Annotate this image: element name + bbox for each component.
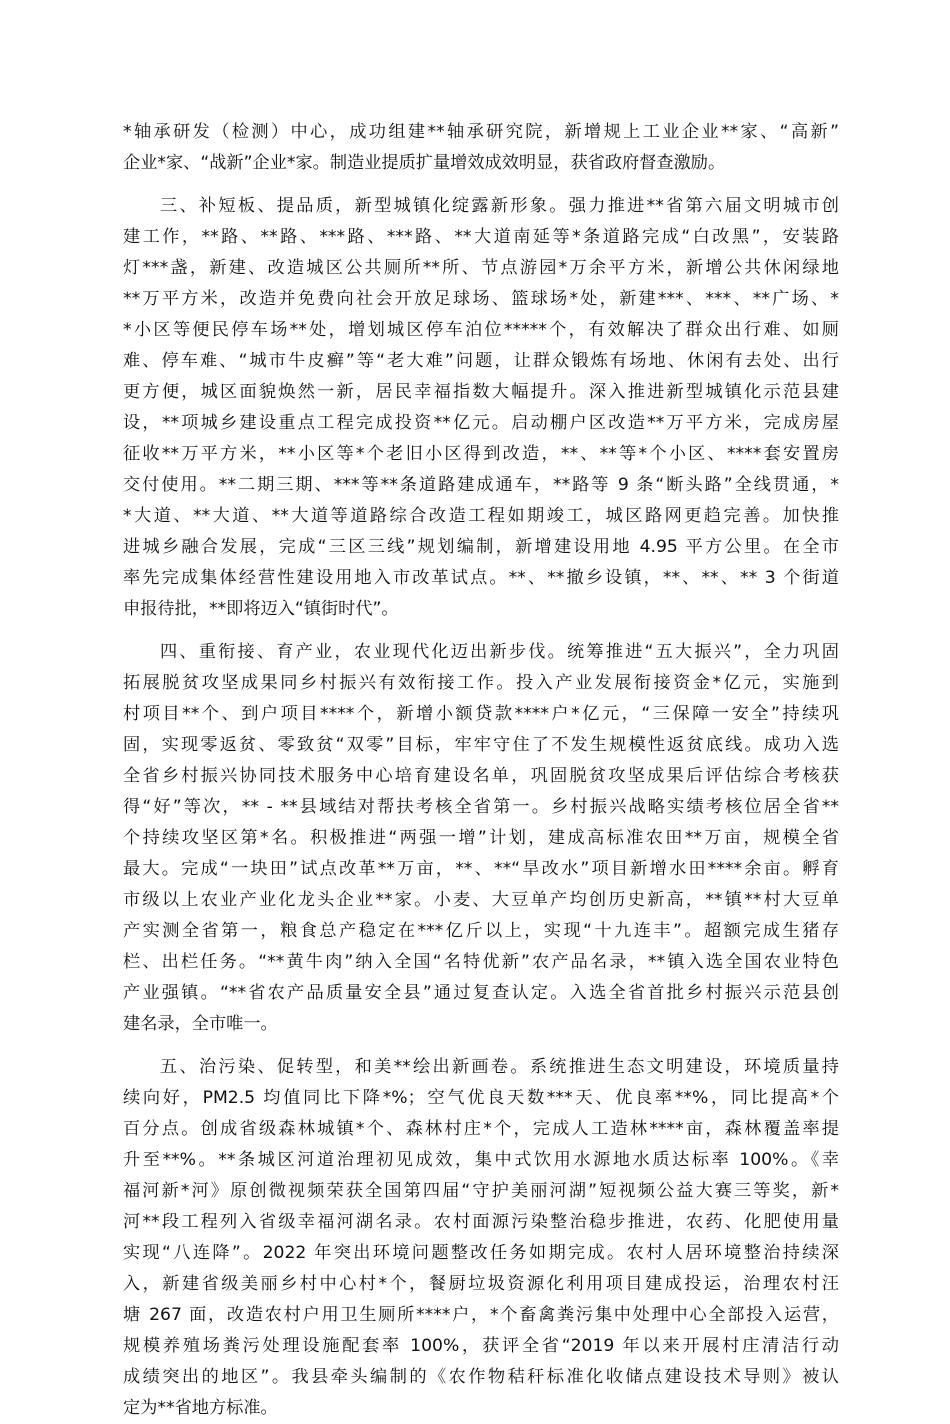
- paragraph-line: 难、停车难、“城市牛皮癣”等“老大难”问题，让群众锻炼有场地、休闲有去处、出行: [123, 351, 839, 371]
- paragraph-line: 产实测全省第一，粮食总产稳定在***亿斤以上，实现“十九连丰”。超额完成生猪存: [123, 921, 839, 941]
- paragraph-line: 塘 267 面，改造农村户用卫生厕所****户，*个畜禽粪污集中处理中心全部投入运营，: [123, 1305, 839, 1325]
- paragraph-line: 规模养殖场粪污处理设施配套率 100%，获评全省“2019 年以来开展村庄清洁行动: [123, 1336, 839, 1356]
- paragraph-line: 得“好”等次，** - **县域结对帮扶考核全省第一。乡村振兴战略实绩考核位居全省**: [123, 797, 839, 817]
- paragraph-line: 拓展脱贫攻坚成果同乡村振兴有效衔接工作。投入产业发展衔接资金*亿元，实施到: [123, 673, 839, 693]
- paragraph-line: 申报待批，**即将迈入“镇街时代”。: [123, 599, 399, 619]
- paragraph-line: 进城乡融合发展，完成“三区三线”规划编制，新增建设用地 4.95 平方公里。在全市: [123, 537, 839, 557]
- paragraph-line: 建名录，全市唯一。: [123, 1014, 278, 1034]
- paragraph-line: 实现“八连降”。2022 年突出环境问题整改任务如期完成。农村人居环境整治持续深: [123, 1243, 839, 1263]
- paragraph: [123, 117, 839, 179]
- paragraph-line: 河**段工程列入省级幸福河湖名录。农村面源污染整治稳步推进，农药、化肥使用量: [123, 1212, 839, 1232]
- paragraph-line: 更方便，城区面貌焕然一新，居民幸福指数大幅提升。深入推进新型城镇化示范县建: [123, 382, 839, 402]
- paragraph-line: 建工作，**路、**路、***路、***路、**大道南延等*条道路完成“白改黑”，安装路: [123, 227, 839, 247]
- paragraph: [123, 191, 839, 625]
- paragraph-line: 升至**%。**条城区河道治理初见成效，集中式饮用水源地水质达标率 100%。《幸: [123, 1150, 839, 1170]
- paragraph-line: 入，新建省级美丽乡村中心村*个，餐厨垃圾资源化利用项目建成投运，治理农村汪: [123, 1274, 839, 1294]
- paragraph-line: 村项目**个、到户项目****个，新增小额贷款****户*亿元，“三保障一安全”持续巩: [123, 704, 839, 724]
- paragraph-gap: [123, 625, 839, 637]
- paragraph-line: 成绩突出的地区”。我县牵头编制的《农作物秸秆标准化收储点建设技术导则》被认: [123, 1367, 839, 1387]
- paragraph-line: 最大。完成“一块田”试点改革**万亩，**、**“旱改水”项目新增水田****余亩。孵育: [123, 859, 839, 879]
- paragraph-gap: [123, 1040, 839, 1052]
- paragraph-line: 企业*家、“战新”企业*家。制造业提质扩量增效成效明显，获省政府督查激励。: [123, 153, 726, 173]
- paragraph-line: 五、治污染、促转型，和美**绘出新画卷。系统推进生态文明建设，环境质量持: [160, 1057, 839, 1077]
- paragraph-line: 产业强镇。“**省农产品质量安全县”通过复查认定。入选全省首批乡村振兴示范县创: [123, 983, 839, 1003]
- paragraph: [123, 637, 839, 1040]
- paragraph-line: *小区等便民停车场**处，增划城区停车泊位*****个，有效解决了群众出行难、如厕: [123, 320, 839, 340]
- paragraph-line: *轴承研发（检测）中心，成功组建**轴承研究院，新增规上工业企业**家、“高新”: [123, 122, 839, 142]
- paragraph-line: 百分点。创成省级森林城镇*个、森林村庄*个，完成人工造林****亩，森林覆盖率提: [123, 1119, 839, 1139]
- paragraph-line: 三、补短板、提品质，新型城镇化绽露新形象。强力推进**省第六届文明城市创: [160, 196, 839, 216]
- paragraph-line: 设，**项城乡建设重点工程完成投资**亿元。启动棚户区改造**万平方米，完成房屋: [123, 413, 839, 433]
- paragraph-line: 栏、出栏任务。“**黄牛肉”纳入全国“名特优新”农产品名录，**镇入选全国农业特色: [123, 952, 839, 972]
- paragraph-line: **万平方米，改造并免费向社会开放足球场、篮球场*处，新建***、***、**广场、*: [123, 289, 839, 309]
- paragraph-line: 四、重衔接、育产业，农业现代化迈出新步伐。统筹推进“五大振兴”，全力巩固: [160, 642, 839, 662]
- paragraph-line: 率先完成集体经营性建设用地入市改革试点。**、**撤乡设镇，**、**、** 3 个街道: [123, 568, 839, 588]
- paragraph-line: 福河新*河》原创微视频荣获全国第四届“守护美丽河湖”短视频公益大赛三等奖，新*: [123, 1181, 839, 1201]
- paragraph-line: 市级以上农业产业化龙头企业**家。小麦、大豆单产均创历史新高，**镇**村大豆单: [123, 890, 839, 910]
- paragraph-line: 征收**万平方米，**小区等*个老旧小区得到改造，**、**等*个小区、****套安置房: [123, 444, 839, 464]
- paragraph-line: 全省乡村振兴协同技术服务中心培育建设名单，巩固脱贫攻坚成果后评估综合考核获: [123, 766, 839, 786]
- paragraph-gap: [123, 179, 839, 191]
- paragraph-line: 灯***盏，新建、改造城区公共厕所**所、节点游园*万余平方米，新增公共休闲绿地: [123, 258, 839, 278]
- paragraph-line: 定为**省地方标准。: [123, 1398, 278, 1418]
- document-page: [123, 117, 839, 1424]
- paragraph-line: 固，实现零返贫、零致贫“双零”目标，牢牢守住了不发生规模性返贫底线。成功入选: [123, 735, 839, 755]
- paragraph-line: 续向好，PM2.5 均值同比下降*%；空气优良天数***天、优良率**%，同比提高*个: [123, 1088, 839, 1108]
- paragraph-line: 交付使用。**二期三期、***等**条道路建成通车，**路等 9 条“断头路”全线贯通，*: [123, 475, 839, 495]
- paragraph-line: *大道、**大道、**大道等道路综合改造工程如期竣工，城区路网更趋完善。加快推: [123, 506, 839, 526]
- paragraph: [123, 1052, 839, 1424]
- paragraph-line: 个持续攻坚区第*名。积极推进“两强一增”计划，建成高标准农田**万亩，规模全省: [123, 828, 839, 848]
